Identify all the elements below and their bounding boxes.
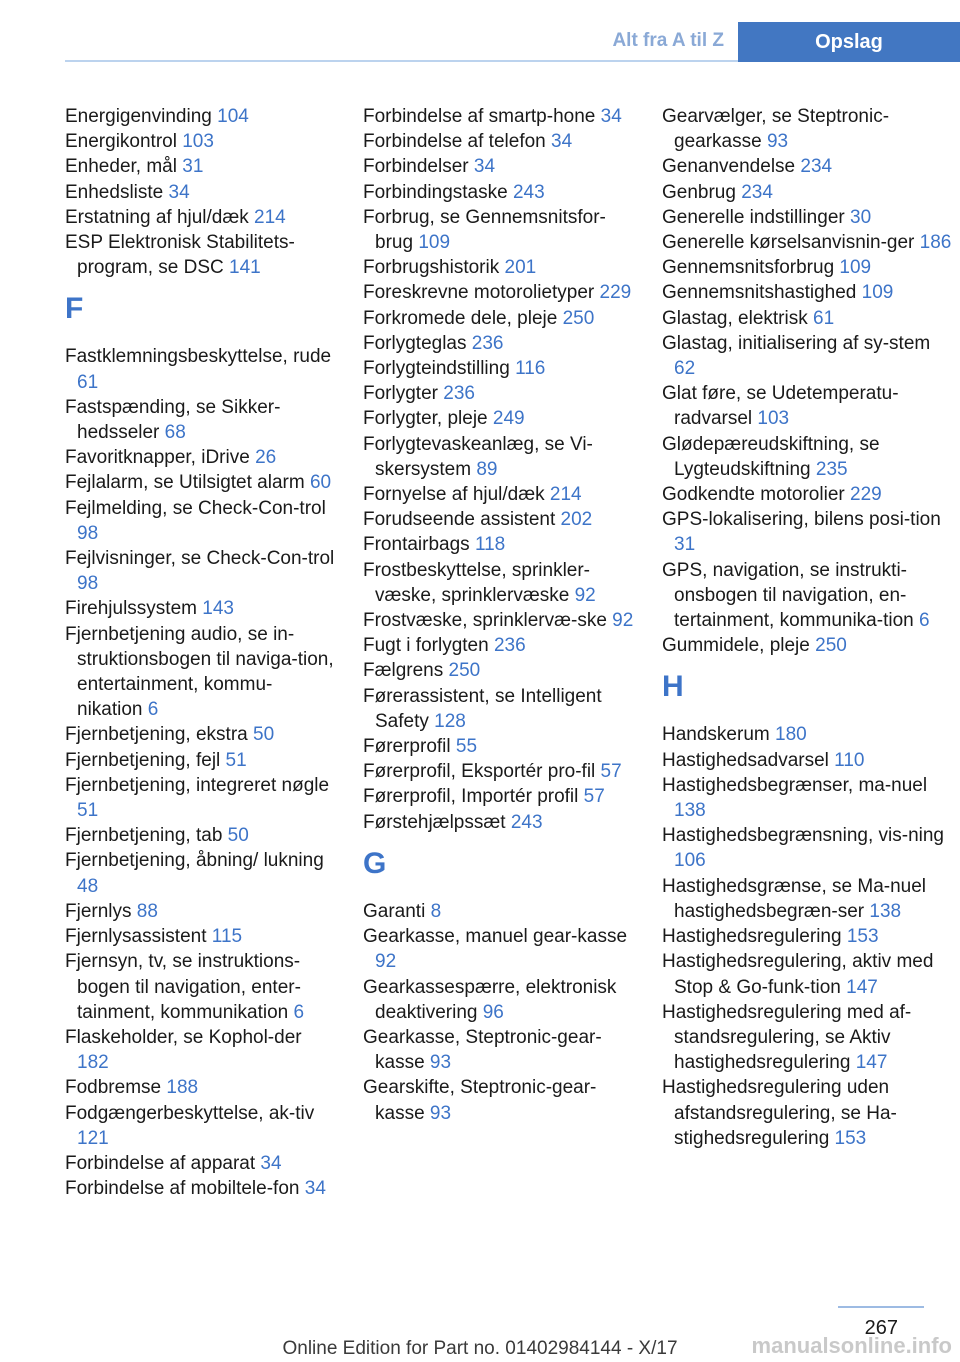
index-entry: [363, 280, 638, 305]
index-entry-text: Gearkasse, Steptronic-gear-kasse: [363, 1026, 602, 1074]
index-entry: [662, 205, 952, 230]
index-entry: [363, 558, 638, 608]
page-reference-link[interactable]: 236: [493, 635, 526, 657]
page-reference-link[interactable]: 34: [600, 106, 622, 127]
page-reference-link[interactable]: 61: [77, 371, 99, 393]
index-entry: [662, 255, 952, 280]
index-entry-text: Fejlvisninger, se Check-Con-trol: [65, 548, 335, 570]
index-entry-text: Gearskifte, Steptronic-gear-kasse: [363, 1077, 597, 1124]
index-entry: [65, 1075, 335, 1100]
index-entry: [65, 1025, 335, 1075]
index-entry-text: Fjernlysassistent: [65, 926, 212, 948]
index-entry-text: Forlygtevaskeanlæg, se Vi-skersystem: [363, 433, 593, 480]
page-reference-link[interactable]: 106: [674, 850, 706, 872]
index-entry-text: Genbrug: [662, 181, 742, 203]
index-entry: [662, 949, 952, 999]
page-reference-link[interactable]: 109: [418, 232, 451, 254]
index-entry: [662, 748, 952, 773]
page-reference-link[interactable]: 55: [455, 736, 478, 758]
index-entry-text: Gennemsnitshastighed: [662, 282, 862, 304]
index-entry-text: Glastag, initialisering af sy-stem: [662, 332, 931, 354]
index-entry-text: Godkendte motorolier: [662, 484, 850, 506]
index-entry-text: Fodgængerbeskyttelse, ak-tiv: [65, 1102, 315, 1124]
index-entry-text: GPS-lokalisering, bilens posi-tion: [662, 509, 941, 531]
index-entry-text: GPS, navigation, se instrukti-onsbogen til navigation, en-tertainment, kommunika-tion: [662, 559, 919, 632]
index-entry-text: Forbindelser: [363, 156, 474, 178]
page-reference-link[interactable]: 34: [168, 181, 190, 203]
index-entry: [662, 722, 952, 747]
index-entry: [363, 356, 638, 381]
index-entry-text: Fejlalarm, se Utilsigtet alarm: [65, 472, 310, 494]
page-reference-link[interactable]: 235: [815, 458, 848, 480]
page-reference-link[interactable]: 61: [813, 307, 835, 329]
index-entry: [65, 344, 335, 394]
index-entry: [65, 823, 335, 848]
index-entry-text: Gennemsnitsforbrug: [662, 257, 840, 279]
index-entry: [662, 1075, 952, 1151]
index-entry-text: Forlygteglas: [363, 332, 472, 354]
page-reference-link[interactable]: 92: [612, 610, 634, 632]
page-reference-link[interactable]: 138: [674, 800, 706, 822]
index-entry: [363, 899, 638, 924]
index-entry-text: Forudseende assistent: [363, 509, 561, 531]
index-entry-text: Enhedsliste: [65, 181, 169, 203]
index-entry: [65, 899, 335, 924]
page-reference-link[interactable]: 34: [304, 1178, 326, 1200]
page-reference-link[interactable]: 116: [515, 358, 546, 380]
page-reference-link[interactable]: 48: [77, 875, 99, 897]
tab-opslag[interactable]: Opslag: [738, 22, 960, 62]
index-entry: [65, 154, 335, 179]
index-entry-text: Fodbremse: [65, 1077, 167, 1099]
page-reference-link[interactable]: 57: [583, 786, 605, 808]
index-entry: [363, 406, 638, 431]
index-entry: [363, 1025, 638, 1075]
index-entry-text: Forbrugshistorik: [363, 257, 505, 279]
index-entry: [65, 924, 335, 949]
page-reference-link[interactable]: 141: [229, 257, 261, 279]
index-entry: [662, 1000, 952, 1076]
index-entry: [363, 532, 638, 557]
index-entry: [65, 205, 335, 230]
page-reference-link[interactable]: 50: [227, 825, 249, 847]
page-reference-link[interactable]: 147: [846, 976, 878, 998]
index-entry: [662, 558, 952, 634]
index-entry: [65, 1151, 335, 1176]
page-reference-link[interactable]: 250: [815, 635, 847, 657]
page-reference-link[interactable]: 234: [800, 156, 833, 178]
index-column-1: [65, 104, 335, 1201]
page-reference-link[interactable]: 147: [855, 1052, 888, 1074]
index-entry-text: Fugt i forlygten: [363, 635, 494, 657]
index-entry: [363, 104, 638, 129]
page-reference-link[interactable]: 236: [443, 383, 475, 405]
page-reference-link[interactable]: 143: [202, 598, 234, 620]
page-reference-link[interactable]: 26: [255, 447, 277, 469]
page-reference-link[interactable]: 243: [512, 181, 545, 203]
index-entry: [65, 129, 335, 154]
page-number: 267: [864, 1317, 898, 1339]
index-entry-text: Hastighedsgrænse, se Ma-nuel hastighedsbegræn-ser: [662, 875, 927, 922]
index-entry: [65, 773, 335, 823]
watermark: manualsonline.info: [751, 1333, 952, 1358]
index-entry: [65, 949, 335, 1025]
page-reference-link[interactable]: 128: [434, 710, 466, 732]
index-entry: [363, 205, 638, 255]
page-reference-link[interactable]: 188: [166, 1077, 199, 1099]
index-entry: [662, 633, 952, 658]
index-entry: [662, 154, 952, 179]
index-entry-text: Gearvælger, se Steptronic-gearkasse: [662, 106, 890, 153]
index-entry-text: Førerassistent, se Intelligent Safety: [363, 685, 602, 732]
page-reference-link[interactable]: 98: [77, 573, 99, 595]
page-reference-link[interactable]: 60: [309, 472, 332, 494]
index-entry: [363, 180, 638, 205]
page-reference-link[interactable]: 118: [474, 534, 506, 556]
index-entry: [662, 874, 952, 924]
index-entry-text: Fastklemningsbeskyttelse, rude: [65, 346, 332, 368]
index-entry-text: Hastighedsregulering med af-standsregulering, se Aktiv hastighedsregulering: [662, 1001, 912, 1074]
page-reference-link[interactable]: 180: [775, 724, 807, 746]
index-entry-text: Gearkassespærre, elektronisk deaktivering: [363, 976, 617, 1023]
index-entry: [363, 154, 638, 179]
section-title: Alt fra A til Z: [612, 30, 724, 51]
page-reference-link[interactable]: 243: [510, 811, 543, 833]
page-reference-link[interactable]: 250: [448, 660, 481, 682]
page-reference-link[interactable]: 93: [429, 1102, 452, 1124]
index-entry: [65, 230, 335, 280]
index-entry-text: Forlygteindstilling: [363, 358, 516, 380]
index-entry-text: Forbindingstaske: [363, 181, 513, 203]
page-reference-link[interactable]: 182: [77, 1052, 109, 1074]
index-entry-text: Gearkasse, manuel gear-kasse: [363, 926, 628, 948]
index-entry-text: Energikontrol: [65, 131, 183, 153]
index-entry: [363, 658, 638, 683]
index-entry-text: Forbrug, se Gennemsnitsfor-brug: [363, 206, 606, 254]
index-entry-text: Førerprofil, Eksportér pro-fil: [363, 761, 601, 783]
index-entry-text: Fjernbetjening, ekstra: [65, 724, 253, 746]
page-reference-link[interactable]: 250: [562, 307, 595, 329]
page-reference-link[interactable]: 51: [77, 800, 99, 822]
index-entry-text: Glat føre, se Udetemperatu-radvarsel: [662, 383, 899, 430]
page-reference-link[interactable]: 103: [182, 131, 214, 153]
index-entry: [65, 180, 335, 205]
footer-rule: [838, 1306, 924, 1308]
index-entry-text: Forlygter: [363, 383, 444, 405]
page-reference-link[interactable]: 104: [217, 106, 249, 127]
page-reference-link[interactable]: 50: [253, 724, 275, 746]
index-entry: [65, 848, 335, 898]
index-entry: [662, 331, 952, 381]
index-entry: [363, 482, 638, 507]
page-reference-link[interactable]: 214: [254, 206, 286, 228]
index-entry-text: Hastighedsbegrænser, ma-nuel: [662, 774, 928, 796]
index-column-2: [363, 104, 638, 1126]
index-entry: [65, 622, 335, 723]
index-entry-text: Frontairbags: [363, 534, 475, 556]
page-reference-link[interactable]: 110: [834, 749, 865, 771]
index-entry-text: Fejlmelding, se Check-Con-trol: [65, 497, 326, 519]
index-entry: [65, 395, 335, 445]
index-letter-g: G: [363, 846, 387, 880]
index-entry-text: Handskerum: [662, 724, 775, 746]
index-entry-text: Forbindelse af telefon: [363, 131, 552, 153]
index-letter-h: H: [662, 670, 684, 704]
index-entry: [65, 722, 335, 747]
page-reference-link[interactable]: 6: [147, 699, 159, 721]
page-reference-link[interactable]: 96: [482, 1001, 504, 1023]
index-entry-text: Førerprofil, Importér profil: [363, 786, 584, 808]
page-reference-link[interactable]: 34: [551, 131, 573, 153]
index-entry: [662, 924, 952, 949]
page-reference-link[interactable]: 6: [919, 610, 930, 632]
page-reference-link[interactable]: 229: [599, 282, 632, 304]
page-reference-link[interactable]: 62: [674, 358, 696, 380]
page-reference-link[interactable]: 249: [492, 408, 525, 430]
index-entry-text: Forbindelse af smartp-hone: [363, 106, 601, 127]
page-reference-link[interactable]: 229: [850, 484, 882, 506]
index-entry-text: Frostvæske, sprinklervæ-ske: [363, 610, 613, 632]
index-entry-text: Fjernsyn, tv, se instruktions-bogen til navigation, enter-tainment, kommunikation: [65, 951, 301, 1023]
page-reference-link[interactable]: 138: [869, 900, 902, 922]
index-entry: [65, 445, 335, 470]
index-entry-text: Glastag, elektrisk: [662, 307, 813, 329]
index-entry: [363, 734, 638, 759]
page-reference-link[interactable]: 234: [741, 181, 773, 203]
index-entry-text: Førerprofil: [363, 736, 456, 758]
index-entry: [662, 773, 952, 823]
index-entry: [65, 1101, 335, 1151]
page-reference-link[interactable]: 103: [757, 408, 790, 430]
index-entry: [65, 748, 335, 773]
index-entry-text: Favoritknapper, iDrive: [65, 447, 256, 469]
index-entry-text: Forbindelse af mobiltele-fon: [65, 1178, 305, 1200]
index-entry-text: Flaskeholder, se Kophol-der: [65, 1026, 302, 1048]
index-entry: [363, 331, 638, 356]
edition-line: Online Edition for Part no. 01402984144 - X/17: [282, 1338, 678, 1359]
page-reference-link[interactable]: 186: [919, 232, 952, 254]
index-entry-text: ESP Elektronisk Stabilitets-program, se DSC: [65, 232, 295, 279]
index-entry: [662, 280, 952, 305]
index-entry: [65, 104, 335, 129]
page-reference-link[interactable]: 92: [574, 584, 596, 606]
index-entry: [662, 381, 952, 431]
page-reference-link[interactable]: 92: [375, 951, 397, 973]
index-entry-text: Hastighedsadvarsel: [662, 749, 835, 771]
index-entry: [363, 255, 638, 280]
page-reference-link[interactable]: 121: [77, 1127, 109, 1149]
index-letter-f: F: [65, 292, 84, 326]
page-reference-link[interactable]: 214: [549, 484, 582, 506]
index-entry-text: Enheder, mål: [65, 156, 183, 178]
page-reference-link[interactable]: 68: [164, 422, 186, 444]
page-reference-link[interactable]: 201: [504, 257, 537, 279]
index-entry: [662, 432, 952, 482]
index-entry-text: Hastighedsregulering uden afstandsregulering, se Ha-stighedsregulering: [662, 1077, 897, 1149]
index-entry: [65, 596, 335, 621]
page-reference-link[interactable]: 57: [600, 761, 622, 783]
page-reference-link[interactable]: 153: [846, 926, 879, 948]
index-entry-text: Foreskrevne motorolietyper: [363, 282, 600, 304]
page-reference-link[interactable]: 153: [834, 1127, 867, 1149]
index-entry: [363, 810, 638, 835]
index-entry-text: Fjernbetjening, åbning/ lukning: [65, 850, 324, 872]
index-entry-text: Hastighedsregulering, aktiv med Stop & Go-funk-tion: [662, 951, 934, 998]
index-entry-text: Fælgrens: [363, 660, 449, 682]
index-entry-text: Forbindelse af apparat: [65, 1152, 261, 1174]
page-reference-link[interactable]: 93: [429, 1052, 452, 1074]
index-entry: [363, 507, 638, 532]
page-reference-link[interactable]: 109: [839, 257, 872, 279]
index-entry-text: Fornyelse af hjul/dæk: [363, 484, 550, 506]
page-reference-link[interactable]: 109: [861, 282, 894, 304]
index-entry-text: Fjernlys: [65, 900, 137, 922]
page-reference-link[interactable]: 31: [674, 534, 696, 556]
index-entry-text: Gummidele, pleje: [662, 635, 816, 657]
page-reference-link[interactable]: 88: [136, 900, 158, 922]
index-entry: [662, 823, 952, 873]
index-entry-text: Fastspænding, se Sikker-hedsseler: [65, 396, 281, 444]
index-entry: [65, 496, 335, 546]
page-reference-link[interactable]: 98: [77, 522, 99, 544]
index-column-3: [662, 104, 952, 1151]
index-entry-text: Fjernbetjening, tab: [65, 825, 228, 847]
index-entry: [662, 230, 952, 255]
page-reference-link[interactable]: 115: [211, 926, 243, 948]
index-entry: [363, 1075, 638, 1125]
index-entry-text: Hastighedsregulering: [662, 926, 847, 948]
index-entry-text: Frostbeskyttelse, sprinkler-væske, sprinklervæske: [363, 559, 591, 606]
index-entry-text: Førstehjælpssæt: [363, 811, 511, 833]
index-entry-text: Firehjulssystem: [65, 598, 203, 620]
page-reference-link[interactable]: 93: [766, 131, 789, 153]
index-entry-text: Forkromede dele, pleje: [363, 307, 563, 329]
index-entry-text: Erstatning af hjul/dæk: [65, 206, 255, 228]
index-entry: [65, 470, 335, 495]
index-entry: [363, 784, 638, 809]
index-entry-text: Generelle indstillinger: [662, 206, 850, 228]
index-entry: [363, 608, 638, 633]
index-entry-text: Garanti: [363, 900, 431, 922]
index-entry-text: Genanvendelse: [662, 156, 801, 178]
page-reference-link[interactable]: 30: [850, 206, 872, 228]
index-entry-text: Energigenvinding: [65, 106, 218, 127]
index-entry-text: Fjernbetjening audio, se in-struktionsbogen til naviga-tion, entertainment, kommu-nikation: [65, 623, 334, 721]
page-reference-link[interactable]: 51: [225, 749, 247, 771]
index-entry-text: Hastighedsbegrænsning, vis-ning: [662, 825, 944, 847]
page-reference-link[interactable]: 202: [560, 509, 593, 531]
index-entry: [363, 129, 638, 154]
index-entry-text: Generelle kørselsanvisnin-ger: [662, 232, 920, 254]
index-entry: [363, 975, 638, 1025]
page-reference-link[interactable]: 89: [476, 458, 498, 480]
index-entry: [363, 306, 638, 331]
index-entry: [662, 482, 952, 507]
page-reference-link[interactable]: 6: [293, 1001, 305, 1023]
index-entry-text: Fjernbetjening, fejl: [65, 749, 226, 771]
index-entry: [363, 684, 638, 734]
index-entry: [363, 633, 638, 658]
index-entry: [363, 924, 638, 974]
index-entry-text: Fjernbetjening, integreret nøgle: [65, 774, 330, 796]
index-entry: [363, 759, 638, 784]
index-entry: [363, 432, 638, 482]
index-entry: [363, 381, 638, 406]
page-reference-link[interactable]: 236: [471, 332, 504, 354]
page-reference-link[interactable]: 34: [260, 1152, 282, 1174]
page-reference-link[interactable]: 31: [182, 156, 204, 178]
index-entry-text: Forlygter, pleje: [363, 408, 493, 430]
index-entry: [662, 180, 952, 205]
page-reference-link[interactable]: 34: [473, 156, 496, 178]
index-entry: [662, 104, 952, 154]
index-entry-text: Glødepæreudskiftning, se Lygteudskiftning: [662, 433, 880, 480]
index-entry: [65, 1176, 335, 1201]
index-entry: [662, 507, 952, 557]
page-reference-link[interactable]: 8: [430, 900, 442, 922]
index-entry: [65, 546, 335, 596]
index-entry: [662, 306, 952, 331]
